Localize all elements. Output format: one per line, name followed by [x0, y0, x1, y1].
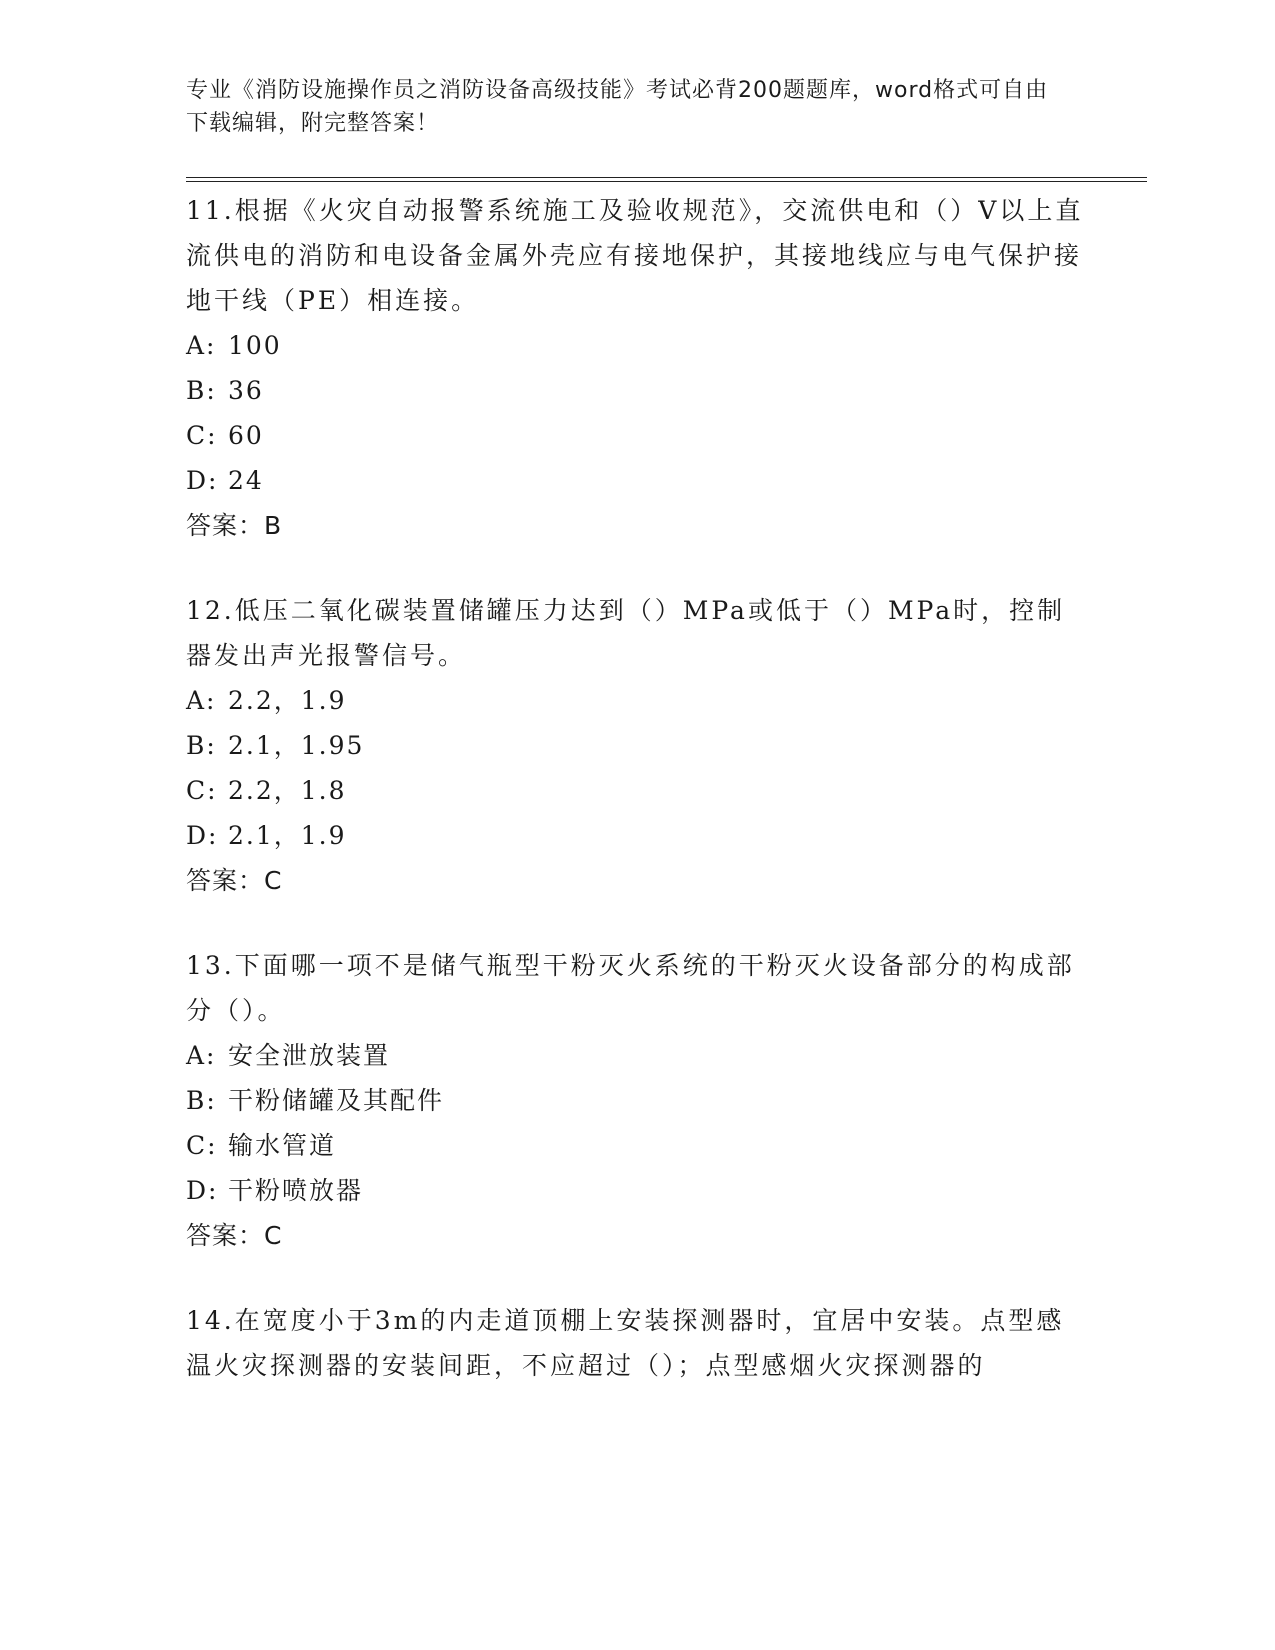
option-a — [186, 678, 1086, 723]
option-text: 36 — [228, 376, 264, 405]
option-text: 2.1，1.95 — [228, 731, 365, 760]
answer-line — [186, 858, 1086, 903]
question-stem: 13.下面哪一项不是储气瓶型干粉灭火系统的干粉灭火设备部分的构成部分（）。 — [186, 951, 1075, 1025]
answer-label: 答案： — [186, 866, 265, 895]
option-letter: C: — [186, 776, 218, 805]
answer-line — [186, 1213, 1086, 1258]
option-letter: A: — [186, 686, 217, 715]
option-text: 2.2，1.9 — [228, 686, 347, 715]
question-stem: 11.根据《火灾自动报警系统施工及验收规范》，交流供电和（）V以上直流供电的消防和电设备金属外壳应有接地保护，其接地线应与电气保护接地干线（PE）相连接。 — [186, 196, 1084, 315]
option-c — [186, 1123, 1086, 1168]
option-text: 60 — [228, 421, 264, 450]
option-d — [186, 1168, 1086, 1213]
option-letter: B: — [186, 376, 217, 405]
question-13 — [186, 941, 1086, 1258]
option-d — [186, 813, 1086, 858]
option-c — [186, 768, 1086, 813]
header-divider-top — [186, 177, 1147, 178]
option-letter: A: — [186, 1041, 217, 1070]
option-text: 2.2，1.8 — [228, 776, 347, 805]
question-11 — [186, 186, 1086, 548]
option-b — [186, 723, 1086, 768]
option-letter: D: — [186, 821, 219, 850]
option-text: 干粉储罐及其配件 — [228, 1086, 445, 1115]
option-text: 输水管道 — [228, 1131, 337, 1160]
header-divider-bottom — [186, 181, 1147, 182]
option-text: 安全泄放装置 — [228, 1041, 391, 1070]
option-b — [186, 1078, 1086, 1123]
option-letter: C: — [186, 421, 218, 450]
answer-line — [186, 503, 1086, 548]
answer-label: 答案： — [186, 1221, 265, 1250]
question-stem: 12.低压二氧化碳装置储罐压力达到（）MPa或低于（）MPa时，控制器发出声光报警信号。 — [186, 596, 1066, 670]
option-text: 24 — [228, 466, 264, 495]
answer-label: 答案： — [186, 511, 265, 540]
option-a — [186, 1033, 1086, 1078]
option-d — [186, 458, 1086, 503]
option-text: 干粉喷放器 — [228, 1176, 364, 1205]
option-letter: D: — [186, 1176, 219, 1205]
question-14 — [186, 1296, 1086, 1388]
option-b — [186, 368, 1086, 413]
question-stem: 14.在宽度小于3m的内走道顶棚上安装探测器时，宜居中安装。点型感温火灾探测器的安装间距，不应超过（）；点型感烟火灾探测器的 — [186, 1306, 1065, 1380]
option-text: 2.1，1.9 — [228, 821, 347, 850]
option-c — [186, 413, 1086, 458]
option-text: 100 — [228, 331, 282, 360]
option-letter: C: — [186, 1131, 218, 1160]
document-header: 专业《消防设施操作员之消防设备高级技能》考试必背200题题库，word格式可自由下载编辑，附完整答案！ — [186, 78, 1049, 136]
question-list — [186, 186, 1086, 1426]
answer-value: B — [264, 511, 283, 540]
option-letter: B: — [186, 1086, 217, 1115]
option-letter: A: — [186, 331, 217, 360]
answer-value: C — [264, 1221, 283, 1250]
option-letter: B: — [186, 731, 217, 760]
option-a — [186, 323, 1086, 368]
answer-value: C — [264, 866, 283, 895]
question-12 — [186, 586, 1086, 903]
option-letter: D: — [186, 466, 219, 495]
